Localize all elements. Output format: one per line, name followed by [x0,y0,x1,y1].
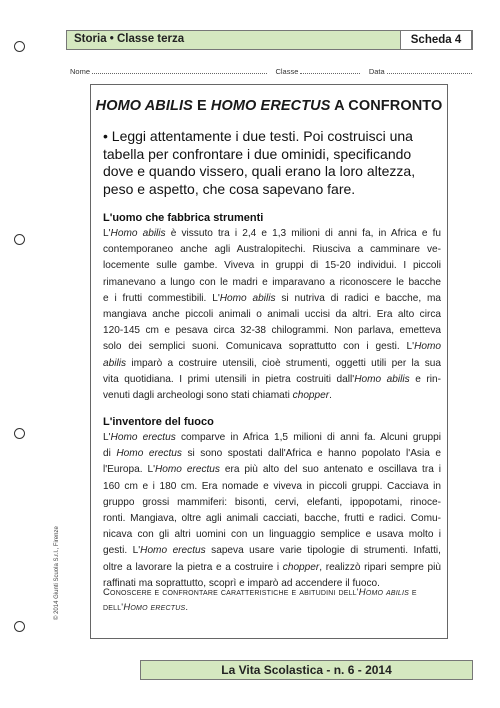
text-run: e rin- [409,373,441,385]
italic-term: abilis [103,357,127,369]
paragraph-erectus [103,430,441,592]
text-run: solo dei semplici suoni. Comunicava soprattutto con i gesti. L' [103,341,415,353]
text-run: 160 cm e i 180 cm. Era nomade e viveva in piccoli gruppi. Cacciava in [103,480,441,492]
name-label: Nome [70,67,91,76]
worksheet-content [90,84,448,639]
text-line [103,356,441,372]
text-run: imparò a costruire utensili, cioè strumenti, oggetti utili per la sua [126,357,441,369]
section-title-erectus: L'inventore del fuoco [103,416,214,428]
text-line [103,462,441,478]
text-run: sapeva usare varie tipologie di strumenti. Infatti, [205,545,441,557]
italic-term: Homo abilis [219,292,276,304]
binder-hole [14,41,25,52]
text-run: , realizzò ripari sempre più [319,561,441,573]
text-line [103,226,441,242]
text-run: gruppo grossi mammiferi: bisonti, cervi, elefanti, ippopotami, rinoce- [103,496,441,508]
text-line [103,543,441,559]
text-run: l'Europa. L' [103,464,155,476]
text-run: raffinati ma soprattutto, scoprì e imparò ad accendere il fuoco. [103,577,380,589]
binder-hole [14,234,25,245]
text-run: contemporaneo anche agli Australopitechi. Riusciva a camminare ve- [103,244,441,256]
name-field[interactable] [92,66,267,74]
text-run: si sono spostati dall'Africa e hanno popolato l'Asia e [181,448,441,460]
text-line [103,275,441,291]
class-label: Classe [275,67,299,76]
italic-term: chopper [292,390,330,402]
text-line [103,339,441,355]
italic-term: Homo erectus [110,432,176,443]
text-run: vita quotidiana. I primi utensili in pietra costruiti dall' [103,373,355,385]
text-run: rimanevano a lungo con le madri e imparavano a riconoscere le bacche [103,276,441,288]
sheet-number: Scheda 4 [400,30,472,50]
student-info-line [70,66,470,76]
learning-objective: Conoscere e confrontare caratteristiche e abitudini dell'Homo abilis e dell'Homo erectus. [103,587,417,613]
paragraph-abilis [103,226,441,404]
text-run: di [103,448,117,460]
text-line [103,527,441,543]
text-run: nicava con gli altri uomini con un linguaggio semplice e usava molto i [103,529,441,541]
header-bar [66,30,473,50]
text-run: . [329,390,332,402]
text-run: L' [103,228,111,239]
copyright-notice: © 2014 Giunti Scuola S.r.l., Firenze [54,526,60,620]
text-line [103,479,441,495]
footer-bar: La Vita Scolastica - n. 6 - 2014 [140,660,473,680]
text-line [103,323,441,339]
date-field[interactable] [387,66,472,74]
text-run: L' [103,432,111,443]
text-line [103,307,441,323]
text-line [103,511,441,527]
text-run: ronti. Mangiava, oltre agli animali cacciati, bacche, frutti e radici. Comu- [103,513,441,525]
text-line [103,388,441,404]
italic-term: Homo abilis [354,373,410,385]
text-run: era più alto del suo antenato e oscillava tra i [219,464,441,476]
text-run: gesti. L' [103,545,141,557]
text-run: venuti dagli archeologi sono stati chiamati [103,390,293,402]
text-line [103,291,441,307]
italic-term: chopper [282,561,320,573]
text-run: e i frutti commestibili. L' [103,292,220,304]
italic-term: Homo abilis [110,228,166,239]
instruction-text: • Leggi attentamente i due testi. Poi costruisci una tabella per confrontare i due ominidi, specificando dove e quando vissero, quali erano la loro altezza, peso e aspetto, che cosa sapevano fare. [103,128,416,197]
italic-term: Homo erectus [116,448,182,460]
italic-term: Homo erectus [140,545,206,557]
italic-term: Homo [414,341,441,353]
text-run: locemente sulle gambe. Viveva in gruppi di 15-20 individui. I piccoli [103,260,441,272]
text-line [103,372,441,388]
class-field[interactable] [300,66,360,74]
subject-label: Storia • Classe terza [74,33,185,45]
date-label: Data [368,67,385,76]
text-line [103,560,441,576]
italic-term: Homo erectus [155,464,220,476]
text-line [103,430,441,446]
text-line [103,258,441,274]
binder-hole [14,621,25,632]
text-line [103,495,441,511]
page-title: HOMO ABILIS E HOMO ERECTUS A CONFRONTO [95,98,443,114]
section-title-abilis: L'uomo che fabbrica strumenti [103,212,264,224]
text-line [103,242,441,258]
text-run: oltre a lavorare la pietra e a costruire i [103,561,283,573]
text-run: è vissuto tra i 2,4 e 1,3 milioni di anni fa, in Africa e fu [165,228,441,239]
text-run: si nutriva di radici e bacche, ma [275,292,442,304]
text-run: 120-145 cm e pesava circa 32-38 chilogrammi. Non parlava, emetteva [103,325,441,337]
binder-hole [14,428,25,439]
text-run: comparve in Africa 1,5 milioni di anni fa. Alcuni gruppi [175,432,441,443]
text-run: mangiava anche piccoli animali o animali uccisi da altri. Era alto circa [103,309,441,321]
text-line [103,446,441,462]
